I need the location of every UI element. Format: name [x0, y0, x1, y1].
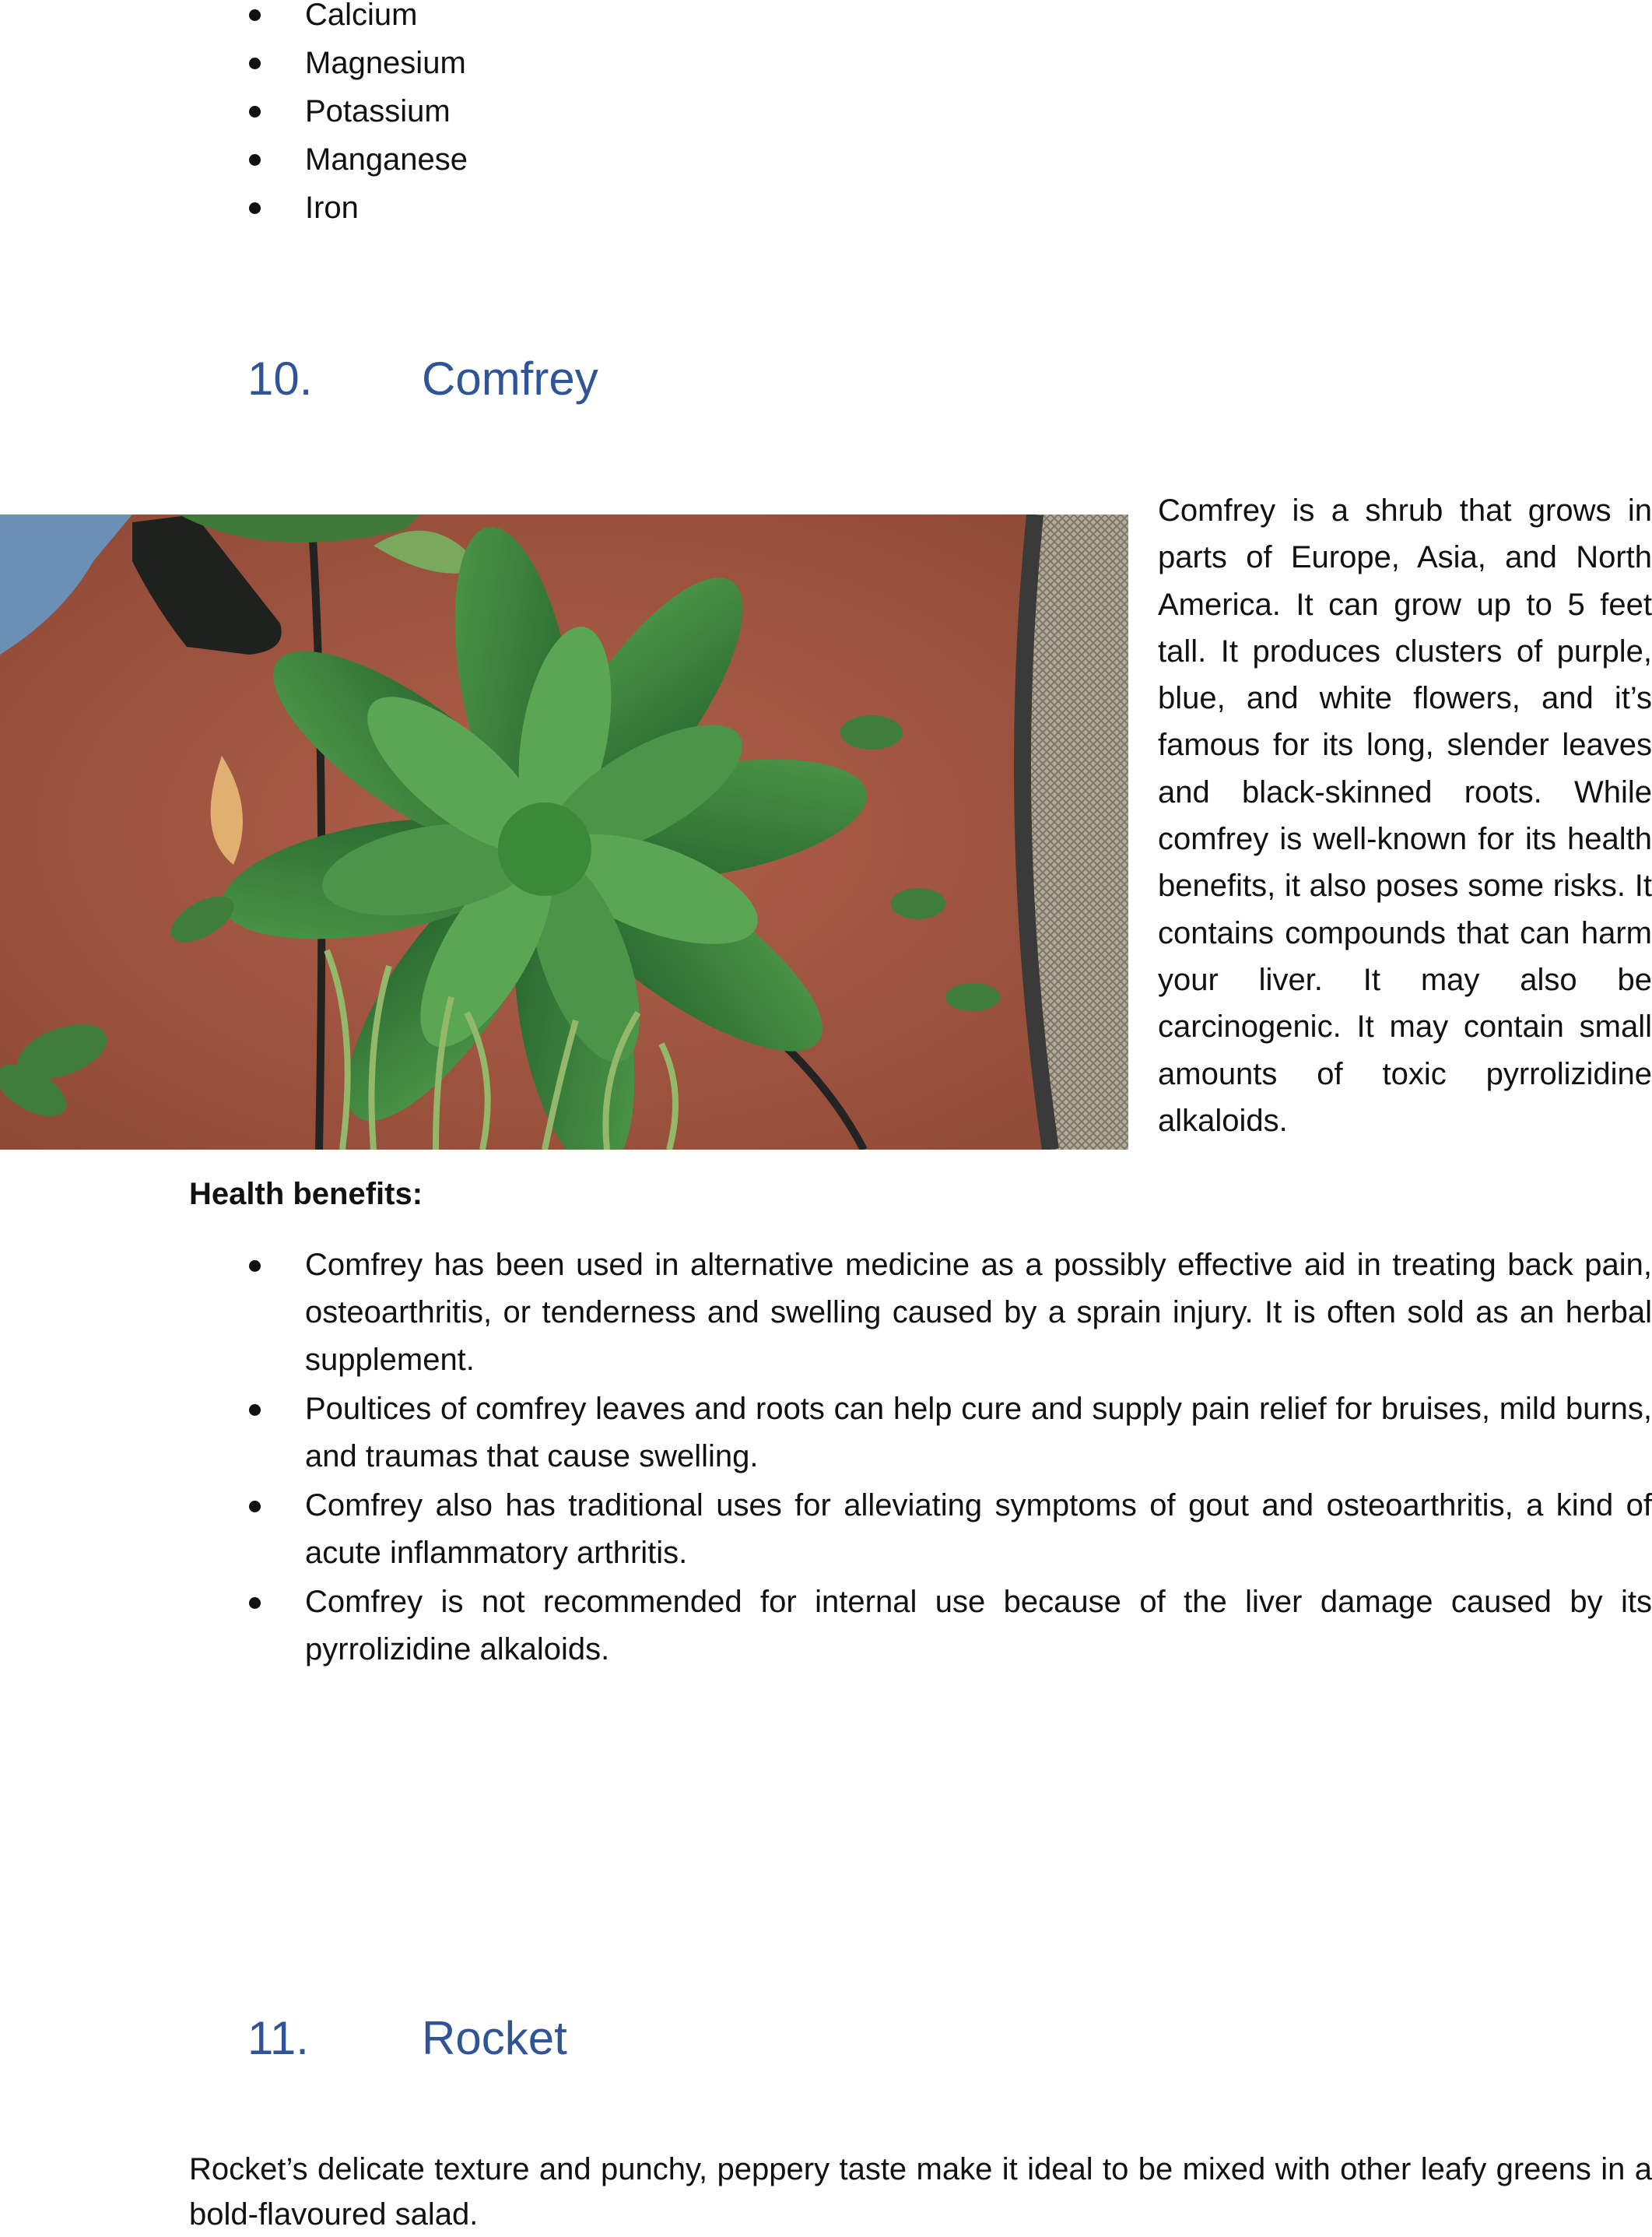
list-item: Potassium [249, 87, 468, 135]
list-item: Magnesium [249, 39, 468, 87]
section-title: Comfrey [422, 353, 598, 405]
comfrey-photo [0, 514, 1128, 1150]
health-benefits-heading: Health benefits: [189, 1177, 423, 1211]
comfrey-intro: Comfrey is a shrub that grows in parts of Europe, Asia, and North America. It can grow up to 5 feet tall. It produces clusters of purple, blue, and white flowers, and it’s famous for its long, slender leaves and black-skinned roots. While comfrey is well-known for its health benefits, it also poses some risks. It contains compounds that can harm your liver. It may also be carcinogenic. It may contain small amounts of toxic pyrrolizidine alkaloids. [1158, 493, 1652, 1138]
list-item: Comfrey also has traditional uses for alleviating symptoms of gout and osteoarthritis, a kind of acute inflammatory arthritis. [249, 1482, 1652, 1577]
mineral-list [249, 0, 468, 232]
section-heading-comfrey [247, 351, 598, 407]
list-item: Comfrey has been used in alternative medicine as a possibly effective aid in treating back pain, osteoarthritis, or tenderness and swelling caused by a sprain injury. It is often sold as an herbal supplement. [249, 1241, 1652, 1384]
list-item: Comfrey is not recommended for internal use because of the liver damage caused by its pyrrolizidine alkaloids. [249, 1579, 1652, 1673]
list-item: Manganese [249, 135, 468, 184]
section-number: 10. [247, 353, 313, 405]
list-item: Iron [249, 184, 468, 232]
section-number: 11. [247, 2012, 309, 2064]
section-heading-rocket [247, 2010, 567, 2067]
list-item: Calcium [249, 0, 468, 39]
list-item: Poultices of comfrey leaves and roots can help cure and supply pain relief for bruises, mild burns, and traumas that cause swelling. [249, 1385, 1652, 1480]
rocket-intro: Rocket’s delicate texture and punchy, peppery taste make it ideal to be mixed with other leafy greens in a bold-flavoured salad. [189, 2152, 1652, 2232]
section-title: Rocket [422, 2012, 567, 2064]
benefits-list [249, 1241, 1652, 1675]
